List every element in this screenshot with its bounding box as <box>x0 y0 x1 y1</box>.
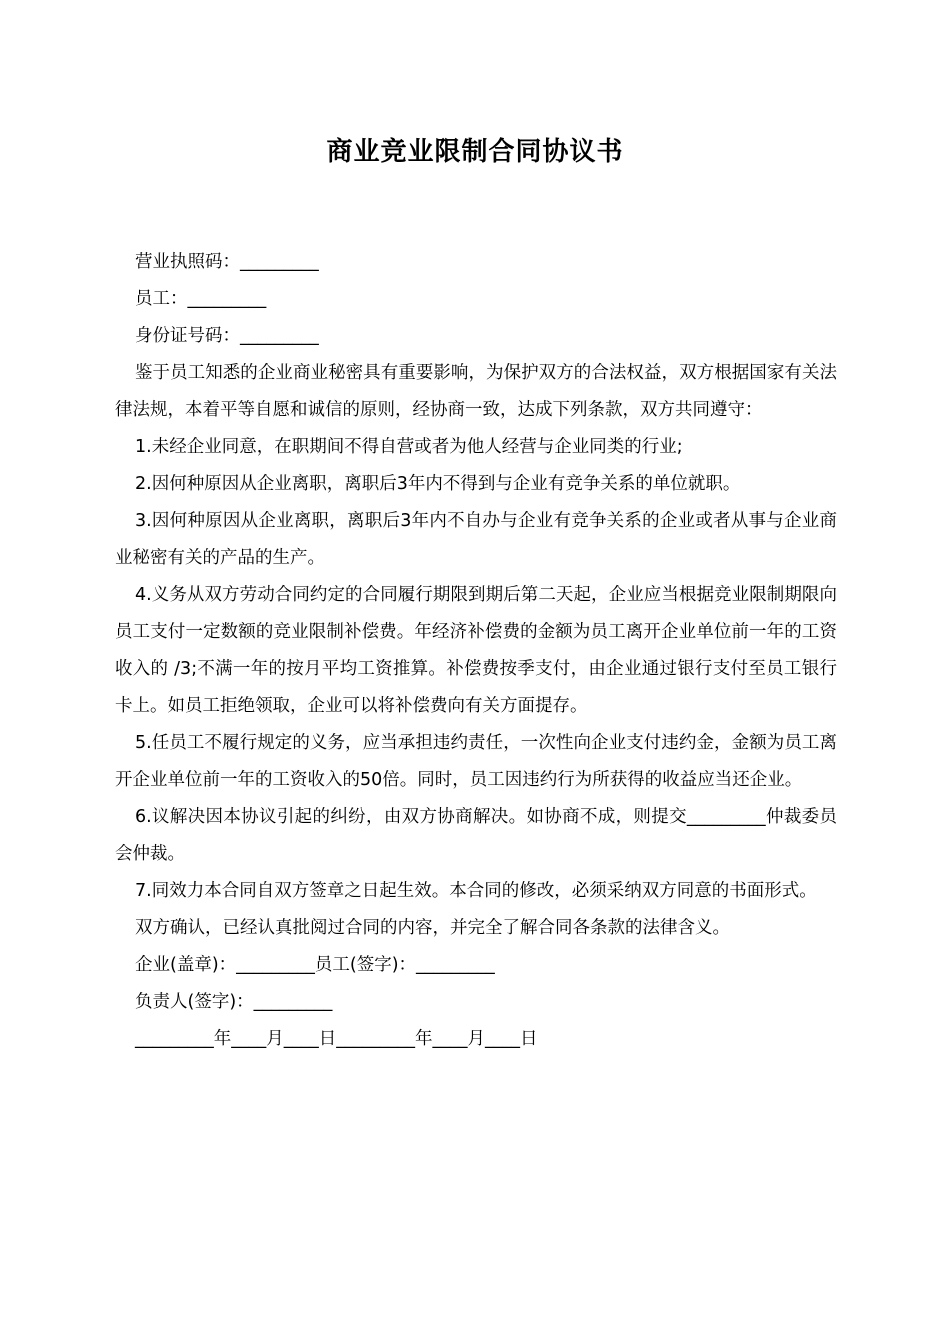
clause-7: 7.同效力本合同自双方签章之日起生效。本合同的修改，必须采纳双方同意的书面形式。 <box>135 881 817 901</box>
employee-field: 员工：_________ <box>135 289 267 309</box>
clause-1: 1.未经企业同意，在职期间不得自营或者为他人经营与企业同类的行业; <box>135 437 683 457</box>
signature-company-employee: 企业(盖章)：_________员工(签字)：_________ <box>135 955 495 975</box>
document-body <box>115 244 837 1058</box>
document-title: 商业竞业限制合同协议书 <box>326 137 624 167</box>
preamble-paragraph: 鉴于员工知悉的企业商业秘密具有重要影响，为保护双方的合法权益，双方根据国家有关法律法规，本着平等自愿和诚信的原则，经协商一致，达成下列条款，双方共同遵守： <box>115 363 837 420</box>
confirmation-paragraph: 双方确认，已经认真批阅过合同的内容，并完全了解合同各条款的法律含义。 <box>135 918 730 938</box>
clause-2: 2.因何种原因从企业离职，离职后3年内不得到与企业有竞争关系的单位就职。 <box>135 474 741 494</box>
license-code-field: 营业执照码：_________ <box>135 252 319 272</box>
signature-responsible-person: 负责人(签字)：_________ <box>135 992 333 1012</box>
clause-3: 3.因何种原因从企业离职，离职后3年内不自办与企业有竞争关系的企业或者从事与企业商业秘密有关的产品的生产。 <box>115 511 837 568</box>
signature-dates: _________年____月____日_________年____月____日 <box>135 1029 538 1049</box>
clause-6: 6.议解决因本协议引起的纠纷，由双方协商解决。如协商不成，则提交_________仲裁委员会仲裁。 <box>115 807 837 864</box>
clause-4: 4.义务从双方劳动合同约定的合同履行期限到期后第二天起，企业应当根据竞业限制期限向员工支付一定数额的竞业限制补偿费。年经济补偿费的金额为员工离开企业单位前一年的工资收入的 /3;不满一年的按月平均工资推算。补偿费按季支付，由企业通过银行支付至员工银行卡上。如员工拒绝领取，企业可以将补偿费向有关方面提存。 <box>115 585 837 716</box>
clause-5: 5.任员工不履行规定的义务，应当承担违约责任，一次性向企业支付违约金，金额为员工离开企业单位前一年的工资收入的50倍。同时，员工因违约行为所获得的收益应当还企业。 <box>115 733 837 790</box>
id-number-field: 身份证号码：_________ <box>135 326 319 346</box>
